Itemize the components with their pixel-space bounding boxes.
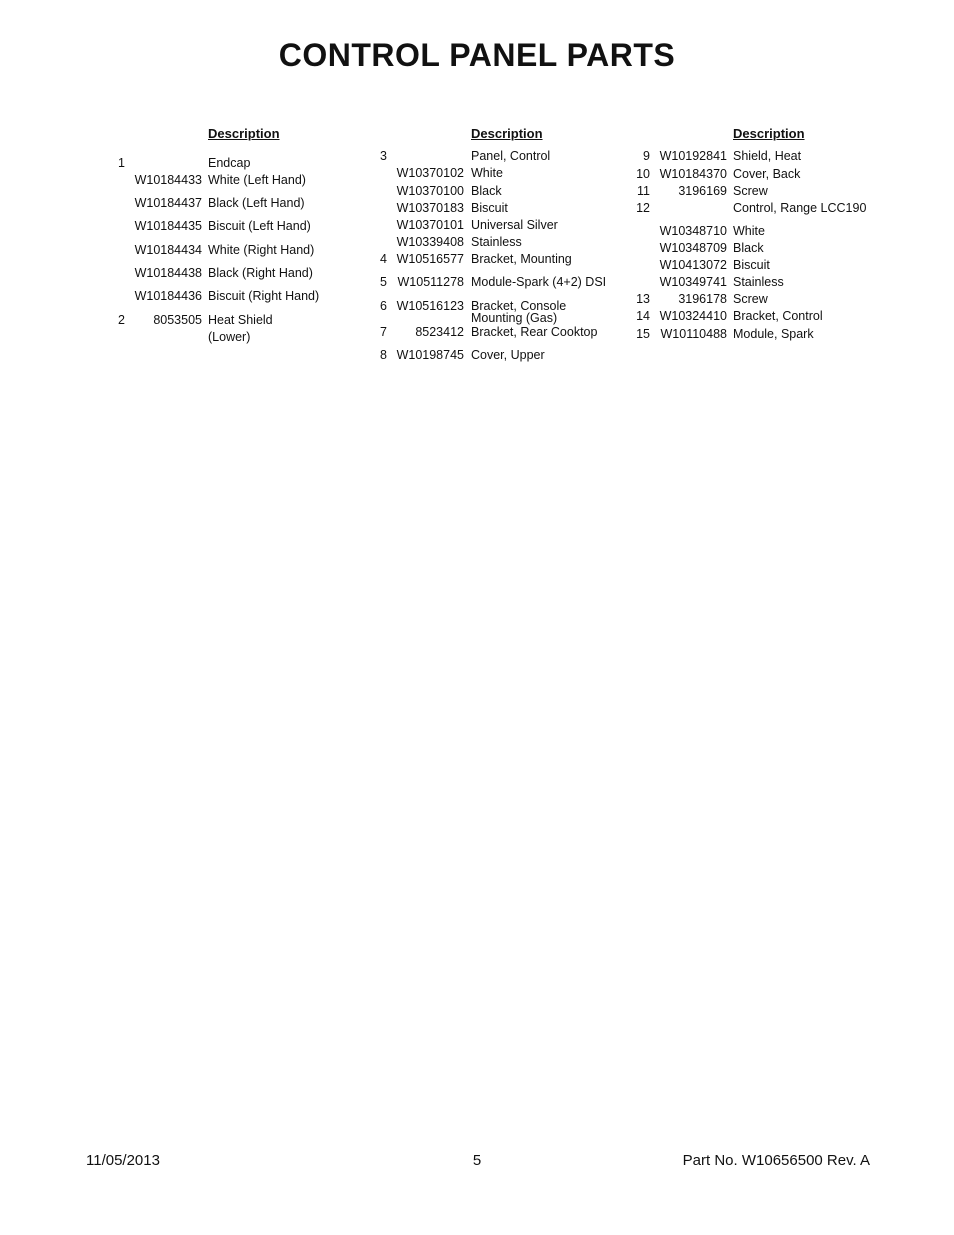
part-number: W10370101 — [396, 218, 464, 232]
part-description: Cover, Upper — [471, 348, 545, 362]
part-number: W10110488 — [660, 327, 727, 341]
part-description: Panel, Control — [471, 149, 551, 163]
illus-number: 2 — [118, 313, 125, 327]
part-description: Control, Range LCC190 — [733, 201, 867, 215]
part-description: Biscuit — [471, 201, 508, 215]
part-description: Module-Spark (4+2) DSI — [471, 275, 607, 289]
part-number: 3196178 — [678, 292, 727, 306]
part-description: White (Left Hand) — [208, 173, 306, 187]
part-number: W10348709 — [659, 241, 727, 255]
part-description: Black — [471, 184, 502, 198]
part-description: Biscuit (Right Hand) — [208, 289, 320, 303]
part-description: Heat Shield — [208, 313, 273, 327]
illus-number: 1 — [118, 156, 125, 170]
part-description: Black (Left Hand) — [208, 196, 305, 210]
part-description: Screw — [733, 292, 768, 306]
part-number: W10516123 — [396, 299, 464, 313]
footer-date: 11/05/2013 — [86, 1152, 160, 1169]
part-description: Biscuit (Left Hand) — [208, 219, 311, 233]
illus-number: 12 — [636, 201, 650, 215]
part-description: (Lower) — [208, 330, 251, 344]
part-description: Bracket, Mounting — [471, 252, 572, 266]
part-description: Black (Right Hand) — [208, 266, 313, 280]
part-description: Screw — [733, 184, 768, 198]
part-number: W10184438 — [134, 266, 202, 280]
illus-number: 9 — [643, 149, 650, 163]
part-description: Bracket, Console Mounting (Gas) — [471, 299, 567, 325]
part-number: W10184433 — [134, 173, 202, 187]
illus-number: 4 — [380, 252, 387, 266]
part-number: W10198745 — [396, 348, 464, 362]
part-number: W10192841 — [659, 149, 727, 163]
header-description: Description — [471, 126, 543, 141]
part-number: W10370102 — [396, 166, 464, 180]
illus-number: 6 — [380, 299, 387, 313]
footer-part-number: Part No. W10656500 Rev. A — [682, 1152, 870, 1169]
illus-number: 5 — [380, 275, 387, 289]
illus-number: 8 — [380, 348, 387, 362]
part-number: W10184436 — [134, 289, 202, 303]
part-number: 3196169 — [678, 184, 727, 198]
part-description: Stainless — [733, 275, 784, 289]
part-number: W10413072 — [659, 258, 727, 272]
part-description: Biscuit — [733, 258, 770, 272]
part-description: White (Right Hand) — [208, 243, 315, 257]
part-number: W10184434 — [134, 243, 202, 257]
part-description: White — [471, 166, 503, 180]
part-number: W10324410 — [659, 309, 727, 323]
part-number: W10370100 — [396, 184, 464, 198]
part-description: Endcap — [208, 156, 251, 170]
part-description: Black — [733, 241, 764, 255]
illus-number: 10 — [636, 167, 650, 181]
page-title: CONTROL PANEL PARTS — [278, 37, 676, 73]
illus-number: 13 — [636, 292, 650, 306]
part-description: Bracket, Rear Cooktop — [471, 325, 598, 339]
illus-number: 15 — [636, 327, 650, 341]
header-description: Description — [208, 126, 280, 141]
part-description: Shield, Heat — [733, 149, 802, 163]
illus-number: 11 — [637, 184, 650, 198]
header-description: Description — [733, 126, 805, 141]
part-number: W10511278 — [397, 275, 464, 289]
part-description: Cover, Back — [733, 167, 801, 181]
part-number: W10348710 — [659, 224, 727, 238]
part-number: W10516577 — [396, 252, 464, 266]
illus-number: 7 — [380, 325, 387, 339]
part-number: 8053505 — [153, 313, 202, 327]
part-number: W10339408 — [396, 235, 464, 249]
part-number: W10349741 — [659, 275, 727, 289]
footer-page-number: 5 — [472, 1152, 482, 1169]
part-number: W10370183 — [396, 201, 464, 215]
part-description: Stainless — [471, 235, 522, 249]
part-number: W10184437 — [134, 196, 202, 210]
part-number: 8523412 — [415, 325, 464, 339]
part-description: Universal Silver — [471, 218, 558, 232]
part-description: Bracket, Control — [733, 309, 823, 323]
part-number: W10184370 — [659, 167, 727, 181]
part-description: White — [733, 224, 765, 238]
part-description: Module, Spark — [733, 327, 814, 341]
illus-number: 14 — [636, 309, 650, 323]
illus-number: 3 — [380, 149, 387, 163]
part-number: W10184435 — [134, 219, 202, 233]
